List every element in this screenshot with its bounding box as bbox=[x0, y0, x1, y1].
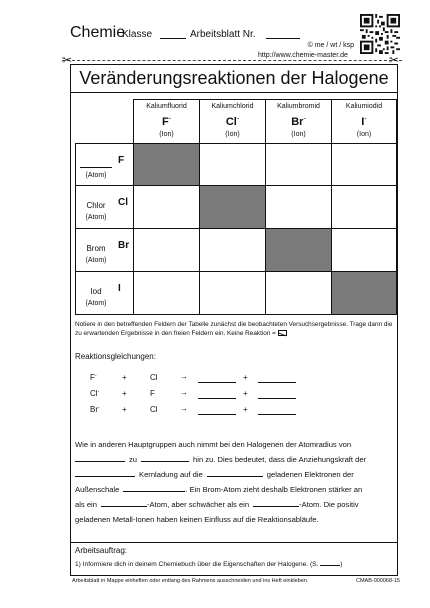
equation-reactant-ion: Br- bbox=[90, 404, 100, 414]
column-compound: Kaliumiodid bbox=[345, 103, 383, 110]
table-cell-excluded bbox=[133, 143, 200, 186]
plus-sign: + bbox=[122, 373, 127, 382]
worksheet-header bbox=[70, 22, 370, 52]
equation-reactant-atom: Cl bbox=[150, 405, 158, 414]
equations-title: Reaktionsgleichungen: bbox=[75, 352, 156, 361]
column-header-kaliumbromid bbox=[265, 99, 332, 144]
cloze-text: . Ein Brom-Atom zieht deshalb Elektronen stärker an bbox=[185, 485, 363, 494]
cloze-blank[interactable] bbox=[141, 453, 189, 462]
row-element-symbol: F bbox=[118, 155, 125, 166]
task-title: Arbeitsauftrag: bbox=[75, 546, 128, 555]
equation-row bbox=[90, 405, 310, 417]
reaction-arrow: → bbox=[180, 404, 188, 413]
title-divider bbox=[70, 92, 398, 93]
website-url: http://www.chemie-master.de bbox=[258, 52, 348, 59]
klasse-blank bbox=[160, 38, 186, 39]
arbeitsblatt-label: Arbeitsblatt Nr. bbox=[190, 29, 256, 40]
equation-reactant-ion: Cl- bbox=[90, 388, 100, 398]
row-element-symbol: Br bbox=[118, 240, 130, 251]
scissors-icon: ✂ bbox=[389, 53, 400, 67]
product-blank[interactable] bbox=[258, 382, 296, 383]
column-header-kaliumchlorid bbox=[199, 99, 266, 144]
instruction-text: Notiere in den betreffenden Feldern der Tabelle zunächst die beobachteten Versuchsergebnisse. Trage dann die zu erwartenden Ergebnisse in den freien Feldern ein. Keine Reaktion = bbox=[75, 321, 393, 337]
plus-sign: + bbox=[243, 389, 248, 398]
table-cell[interactable] bbox=[133, 271, 200, 315]
row-atom-label: (Atom) bbox=[85, 172, 107, 179]
row-atom-label: (Atom) bbox=[85, 300, 107, 307]
cloze-line-5 bbox=[75, 497, 401, 512]
column-ion-label: (Ion) bbox=[159, 131, 174, 138]
author-credit: © me / wt / ksp bbox=[307, 42, 354, 49]
cloze-blank[interactable] bbox=[101, 498, 147, 507]
page-number-blank[interactable] bbox=[320, 559, 340, 566]
cloze-line-1 bbox=[75, 437, 401, 452]
row-element-name: Brom bbox=[86, 244, 106, 253]
instruction-note bbox=[75, 320, 397, 338]
cloze-line-2 bbox=[75, 452, 401, 467]
cloze-text: Wie in anderen Hauptgruppen auch nimmt bei den Halogenen der Atomradius von bbox=[75, 440, 352, 449]
subject-label: Chemie bbox=[70, 24, 126, 41]
cloze-blank[interactable] bbox=[75, 453, 125, 462]
row-header-iod bbox=[75, 271, 134, 315]
table-cell[interactable] bbox=[331, 143, 397, 186]
cut-line bbox=[62, 60, 402, 61]
row-header-fluor bbox=[75, 143, 134, 186]
row-element-symbol: Cl bbox=[118, 197, 128, 208]
row-header-chlor bbox=[75, 185, 134, 229]
equation-reactant-atom: F bbox=[150, 389, 155, 398]
table-cell[interactable] bbox=[199, 143, 266, 186]
product-blank[interactable] bbox=[198, 382, 236, 383]
cloze-blank[interactable] bbox=[123, 483, 185, 492]
plus-sign: + bbox=[122, 389, 127, 398]
column-ion-label: (Ion) bbox=[356, 131, 372, 138]
row-name-blank[interactable] bbox=[80, 167, 112, 168]
footer-instructions: Arbeitsblatt in Mappe einheften oder entlang des Rahmens ausschneiden und ins Heft einkleben. bbox=[72, 578, 309, 584]
column-ion-symbol: Br- bbox=[291, 115, 306, 128]
table-cell[interactable] bbox=[133, 185, 200, 229]
column-compound: Kaliumbromid bbox=[277, 103, 320, 110]
reaction-arrow: → bbox=[180, 372, 188, 381]
cloze-line-6 bbox=[75, 512, 401, 527]
cloze-blank[interactable] bbox=[253, 498, 299, 507]
reaction-table bbox=[75, 99, 397, 315]
column-ion-label: (Ion) bbox=[291, 131, 306, 138]
table-cell[interactable] bbox=[331, 185, 397, 229]
row-element-name: Iod bbox=[90, 287, 102, 296]
column-ion-symbol: F- bbox=[161, 115, 172, 128]
equation-row bbox=[90, 389, 310, 401]
equation-reactant-ion: F- bbox=[90, 372, 97, 382]
column-ion-label: (Ion) bbox=[225, 131, 240, 138]
equation-row bbox=[90, 373, 310, 385]
cloze-text: geladenen Metall-Ionen haben keinen Einfluss auf die Reaktionsabläufe. bbox=[75, 515, 319, 524]
row-element-symbol: I bbox=[118, 283, 121, 294]
table-cell-excluded bbox=[331, 271, 397, 315]
table-cell-excluded bbox=[199, 185, 266, 229]
column-header-kaliumfluorid bbox=[133, 99, 200, 144]
product-blank[interactable] bbox=[258, 398, 296, 399]
cloze-text: Kernladung auf die bbox=[139, 470, 203, 479]
envelope-icon bbox=[278, 330, 287, 336]
task-divider bbox=[70, 542, 398, 543]
table-cell[interactable] bbox=[199, 228, 266, 272]
cloze-blank[interactable] bbox=[207, 468, 263, 477]
scissors-icon: ✂ bbox=[62, 53, 73, 67]
column-compound: Kaliumchlorid bbox=[211, 103, 254, 110]
table-cell[interactable] bbox=[265, 271, 332, 315]
document-code: CMAB-000068-15 bbox=[355, 578, 400, 584]
cloze-text: hin zu. Dies bedeutet, dass die Anziehungskraft der bbox=[193, 455, 367, 464]
qr-code-icon bbox=[360, 14, 400, 54]
product-blank[interactable] bbox=[198, 398, 236, 399]
table-cell-excluded bbox=[265, 228, 332, 272]
cloze-text: -Atom. Die positiv bbox=[299, 500, 359, 509]
page-title: Veränderungsreaktionen der Halogene bbox=[79, 68, 389, 88]
plus-sign: + bbox=[122, 405, 127, 414]
cloze-text: Außenschale bbox=[75, 485, 120, 494]
table-cell[interactable] bbox=[331, 228, 397, 272]
row-element-name: Chlor bbox=[86, 201, 106, 210]
row-header-brom bbox=[75, 228, 134, 272]
cloze-line-3 bbox=[75, 467, 401, 482]
task-item: 1) Informiere dich in deinem Chemiebuch über die Eigenschaften der Halogene. (S. ) bbox=[75, 561, 343, 568]
reaction-arrow: → bbox=[180, 388, 188, 397]
column-ion-symbol: I- bbox=[361, 115, 367, 128]
equation-reactant-atom: Cl bbox=[150, 373, 158, 382]
klasse-label: Klasse bbox=[122, 29, 153, 40]
table-cell[interactable] bbox=[265, 143, 332, 186]
table-cell[interactable] bbox=[265, 185, 332, 229]
table-cell[interactable] bbox=[133, 228, 200, 272]
row-atom-label: (Atom) bbox=[85, 214, 107, 221]
column-compound: Kaliumfluorid bbox=[146, 103, 187, 110]
table-cell[interactable] bbox=[199, 271, 266, 315]
cloze-text: geladenen Elektronen der bbox=[266, 470, 354, 479]
arbeitsblatt-blank bbox=[266, 38, 300, 39]
product-blank[interactable] bbox=[198, 414, 236, 415]
plus-sign: + bbox=[243, 373, 248, 382]
column-header-kaliumiodid bbox=[331, 99, 397, 144]
cloze-line-4 bbox=[75, 482, 401, 497]
cloze-text: zu bbox=[129, 455, 138, 464]
cloze-text: -Atom, aber schwächer als ein bbox=[146, 500, 250, 509]
cloze-blank[interactable] bbox=[75, 468, 135, 477]
product-blank[interactable] bbox=[258, 414, 296, 415]
plus-sign: + bbox=[243, 405, 248, 414]
cloze-text: als ein bbox=[75, 500, 97, 509]
column-ion-symbol: Cl- bbox=[225, 115, 240, 128]
row-atom-label: (Atom) bbox=[85, 257, 107, 264]
